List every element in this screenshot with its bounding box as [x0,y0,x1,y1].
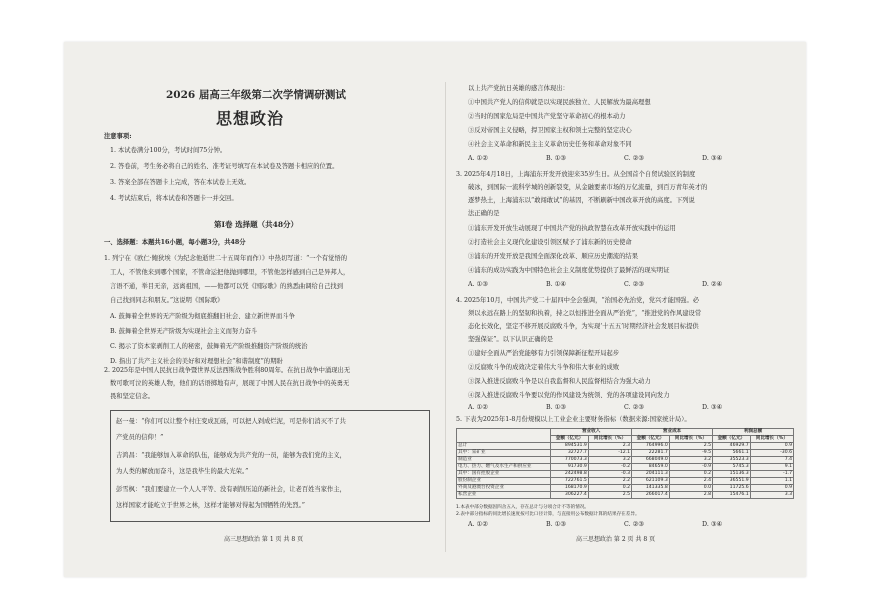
table-cell: 141335.8 [632,485,670,492]
q1-option-d: D. 指出了共产主义社会的美好和对理想社会“和谐制度”的期盼 [110,358,283,365]
q1-stem: 言语不通，举目无亲，远离祖国，——他都可以凭《国际歌》的熟悉曲调给自己找到 [110,283,343,290]
q2-option-b: B. ①③ [546,155,566,162]
quote-line: 为人类的解放而奋斗，这是我毕生的最大光荣。” [116,468,249,475]
q3-item: ④浦东的成功实践为中国特色社会主义制度优势提供了最鲜活的现实明证 [468,267,670,274]
q5-option-b: B. ①③ [546,521,566,528]
table-cell: -12.1 [588,450,631,457]
q3-stem: 法正确的是 [468,210,500,217]
table-cell: 668049.0 [632,457,670,464]
quote-line: 产党员的信仰！” [116,434,164,441]
table-cell: 242498.8 [551,471,589,478]
notice-item: 3. 答案全部在答题卡上完成，答在本试卷上无效。 [110,179,251,186]
table-cell: 35523.3 [713,457,751,464]
table-cell: 36551.9 [713,478,751,485]
table-cell: 2.5 [588,492,631,499]
q2-item: ③反对帝国主义侵略，捍卫国家主权和领土完整的坚定决心 [468,127,632,134]
table-cell: 2.3 [588,443,631,450]
q3-stem: 逐梦热土，上海浦东以“敢闯敢试”的基因，不断刷新中国改革开放的高度。下列说 [468,197,695,204]
table-cell: 306227.4 [551,492,589,499]
table-cell: 7.4 [750,457,793,464]
table-cell: 621109.3 [632,478,670,485]
q2-option-d: D. ③④ [702,155,723,162]
quote-line: 吉鸿昌：“我能够加入革命的队伍，能够成为共产党的一员，能够为我们党的主义， [116,452,346,459]
table-sub-header: 金额（亿元） [713,436,751,443]
table-row-label: 私营企业 [457,492,551,499]
table-row-label: 外商及港澳台投资企业 [457,485,551,492]
table-cell: 2.8 [669,492,712,499]
table-cell: 15476.1 [713,492,751,499]
table-cell: 3.2 [669,457,712,464]
table-sub-header: 同比增长（%） [669,436,712,443]
q4-option-a: A. ①② [468,404,488,411]
q2-item: ②当时的国家危局是中国共产党坚守革命初心的根本动力 [468,113,626,120]
table-cell: 2.4 [669,478,712,485]
q2-stem: 数可歌可泣的英雄人物，他们的话语掷地有声，展现了中国人民在抗日战争中的英勇无 [110,380,350,387]
q3-option-c: C. ②③ [624,281,644,288]
q4-option-b: B. ①③ [546,404,566,411]
q2-cont: 以上共产党抗日英雄的感言体现出： [468,85,569,92]
left-page [104,42,434,577]
table-row-label: 电力、热力、燃气及水生产和供应业 [457,464,551,471]
q5-stem: 5. 下表为2025年1-8月份规模以上工业企业主要财务指标（数据来源:国家统计局）。 [456,416,691,423]
section-heading: 一、选择题：本题共16小题，每小题3分，共48分 [104,239,246,246]
q4-option-d: D. ③④ [702,404,723,411]
q4-item: ④深入推进反腐败斗争要以党的作风建设为统领、党的各项建设同向发力 [468,392,670,399]
table-row-label: 总计 [457,443,551,450]
q3-item: ②打造社会主义现代化建设引领区赋予了浦东新的历史使命 [468,239,632,246]
table-group-header: 利润总额 [713,429,794,436]
table-cell: 15136.3 [713,471,751,478]
notice-item: 4. 考试结束后，将本试卷和答题卡一并交回。 [110,195,238,202]
table-cell: 0.0 [669,485,712,492]
table-cell: 894531.9 [551,443,589,450]
q1-option-c: C. 揭示了资本家剥削工人的秘密，鼓舞着无产阶级推翻资产阶级的统治 [110,343,308,350]
q2-stem: 畏和坚定信念。 [110,393,155,400]
table-cell: 764996.0 [632,443,670,450]
q1-stem: 1. 列宁在《欧仁·鲍狄埃（为纪念他逝世二十五周年而作）》中热切写道：“一个有觉悟的 [104,255,348,262]
table-cell: -30.6 [750,450,793,457]
page-footer: 高三思想政治 第 1 页 共 8 页 [224,536,304,543]
q4-stem: 4. 2025年10月，中国共产党二十届四中全会强调，“治国必先治党，党兴才能国强。必 [456,297,700,304]
q3-option-d: D. ②④ [702,281,723,288]
quote-line: 彭雪枫：“我们要建立一个人人平等、没有剥削压迫的新社会，让老百姓当家作主， [116,486,346,493]
q5-option-a: A. ①② [468,521,488,528]
q1-stem: 工人，不管他来到哪个国家，不管命运把他抛到哪里，不管他怎样感到自己是异邦人， [110,269,350,276]
table-cell: 1.1 [750,478,793,485]
right-page-lower [456,42,796,577]
q3-item: ③浦东的开发开放是我国全面深化改革、顺应历史潮流的结果 [468,253,639,260]
table-sub-header: 金额（亿元） [551,436,589,443]
table-cell: -0.2 [588,464,631,471]
q4-item: ①建好全面从严治党能够有力引领保障新征程开局起步 [468,350,620,357]
quote-box [110,410,430,522]
q2-option-a: A. ①② [468,155,488,162]
table-cell: -9.5 [669,450,712,457]
table-cell: 3.2 [588,457,631,464]
table-cell: 204111.3 [632,471,670,478]
q1-option-b: B. 鼓舞着全世界无产阶级为实现社会主义而努力奋斗 [110,328,258,335]
table-row-label: 制造业 [457,457,551,464]
table-note: 1.本表中部分数据因四舍五入，存在总计与分项合计不等的情况。 [456,505,590,510]
q4-item: ③深入推进反腐败斗争是以自我监督和人民监督相结合为强大动力 [468,378,651,385]
table-cell: -0.3 [588,471,631,478]
table-cell: 0.2 [588,485,631,492]
table-cell: 32727.7 [551,450,589,457]
exam-title: 2026 届高三年级第二次学情调研测试 [166,89,346,101]
table-cell: 168170.9 [551,485,589,492]
page-footer: 高三思想政治 第 2 页 共 8 页 [576,536,656,543]
table-cell: 770073.3 [551,457,589,464]
table-sub-header: 同比增长（%） [750,436,793,443]
table-cell: 46929.7 [713,443,751,450]
table-cell: 84659.0 [632,464,670,471]
table-cell: -1.7 [750,471,793,478]
q3-option-b: B. ①④ [546,281,566,288]
q3-option-a: A. ①③ [468,281,488,288]
notice-item: 2. 答卷前，考生务必将自己的姓名、准考证号填写在本试卷及答题卡相应的位置。 [110,163,339,170]
subject-title: 思想政治 [216,109,285,128]
table-cell: 0.2 [669,471,712,478]
table-sub-header: 金额（亿元） [632,436,670,443]
q1-option-a: A. 鼓舞着全世界的无产阶级为彻底推翻旧社会、建立新世界而斗争 [110,313,295,320]
q2-item: ①中国共产党人的信仰就是以实现民族独立、人民解放为最高理想 [468,99,651,106]
table-cell: -0.9 [669,464,712,471]
q2-stem: 2. 2025年是中国人民抗日战争暨世界反法西斯战争胜利80周年。在抗日战争中涌现出无 [104,367,351,374]
q4-stem: 坚强保证”。以下认识正确的是 [468,336,554,343]
table-cell: 266017.4 [632,492,670,499]
notice-item: 1. 本试卷满分100分，考试时间75分钟。 [110,147,227,154]
table-group-header: 营业成本 [632,429,713,436]
q5-option-c: C. ②③ [624,521,644,528]
table-cell: 3.3 [750,492,793,499]
table-cell: 11725.6 [713,485,751,492]
table-cell: 722761.5 [551,478,589,485]
q3-item: ①浦东开发开放生动展现了中国共产党的执政智慧在改革开放实践中的运用 [468,225,676,232]
table-cell: 5745.3 [713,464,751,471]
table-row-label: 股份制企业 [457,478,551,485]
q3-stem: 3. 2025年4月18日，上海浦东开发开放迎来35岁生日。从全国首个自贸试验区的制度 [456,171,696,178]
table-note: 2.表中部分指标的同比增长速度按可比口径计算，与直接用公布数据计算的结果存在差异。 [456,512,640,517]
q1-stem: 自己找到同志和朋友。”这说明《国际歌》 [110,297,224,304]
table-cell: 0.9 [750,485,793,492]
table-cell: 22281.7 [632,450,670,457]
q4-option-c: C. ②③ [624,404,644,411]
notice-title: 注意事项: [104,133,132,140]
table-sub-header: 同比增长（%） [588,436,631,443]
q4-stem: 须以永远在路上的坚韧和执着，持之以恒推进全面从严治党”，“推进党的作风建设常 [468,310,702,317]
table-cell: 2.5 [669,443,712,450]
q2-item: ④社会主义革命和新民主主义革命历史任务和革命对象不同 [468,141,632,148]
table-cell: 9.1 [750,464,793,471]
table-cell: 5661.1 [713,450,751,457]
part-title: 第Ⅰ卷 选择题（共48分） [214,220,299,229]
table-row-label: 其中：国有控股企业 [457,471,551,478]
table-group-header: 营业收入 [551,429,632,436]
q5-option-d: D. ③④ [702,521,723,528]
table-cell: 0.9 [750,443,793,450]
q2-option-c: C. ②③ [624,155,644,162]
quote-line: 这样国家才能屹立于世界之林，这样才能够对得起为国牺牲的先烈。” [116,502,305,509]
q4-stem: 态化长效化，坚定不移开展反腐败斗争，为实现‘十五五’时期经济社会发展目标提供 [468,323,699,330]
q4-item: ②反腐败斗争的成效决定着伟大斗争和伟大事业的成败 [468,364,620,371]
quote-line: 赵一曼：“你们可以让整个村庄变成瓦砾，可以把人剁成烂泥，可是你们消灭不了共 [116,418,346,425]
table-cell: 2.2 [588,478,631,485]
column-divider [445,82,446,552]
q3-stem: 破冰，到国际一流科学城的创新裂变，从金融要素市场的万亿流量，到百万青年英才的 [468,184,708,191]
table-row-label: 其中：采矿业 [457,450,551,457]
table-cell: 91730.9 [551,464,589,471]
